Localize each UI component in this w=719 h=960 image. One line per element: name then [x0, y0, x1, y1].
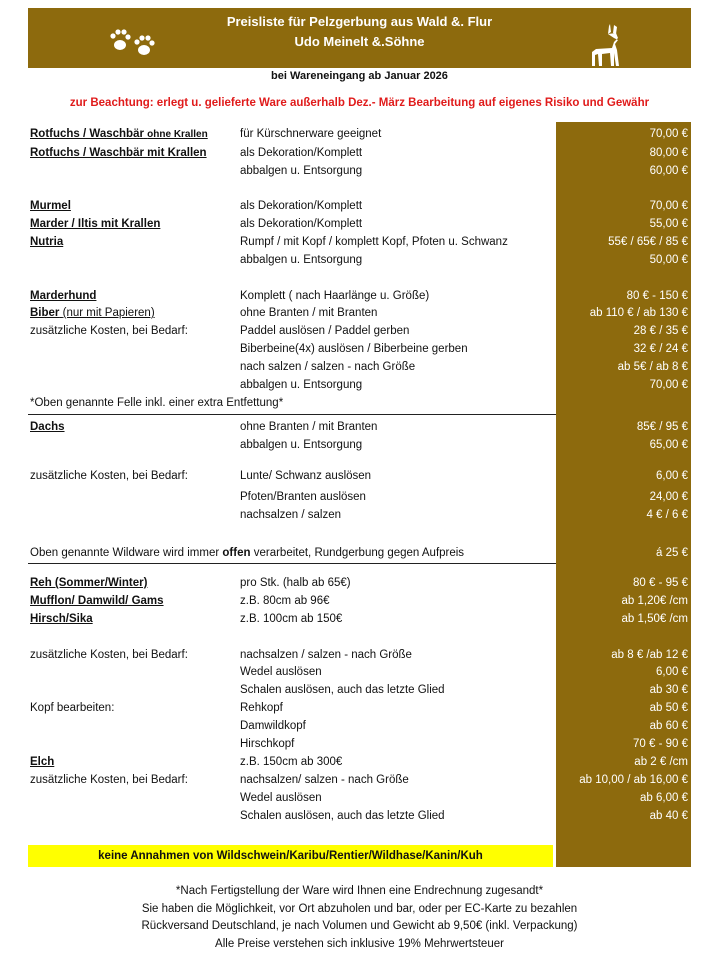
price-row — [0, 754, 719, 770]
item-price: ab 1,20€ /cm — [621, 595, 688, 607]
header-banner — [28, 8, 691, 68]
row-group-label: zusätzliche Kosten, bei Bedarf: — [30, 649, 188, 661]
item-price: 80 € - 150 € — [626, 290, 688, 302]
item-description: Rehkopf — [240, 702, 283, 714]
item-price: ab 30 € — [649, 684, 688, 696]
item-description: Schalen auslösen, auch das letzte Glied — [240, 810, 445, 822]
item-price: 55,00 € — [649, 218, 688, 230]
item-price: ab 6,00 € — [640, 792, 688, 804]
item-price: 70,00 € — [649, 200, 688, 212]
item-description: nachsalzen / salzen — [240, 509, 342, 521]
price-row — [0, 234, 719, 250]
item-price: 80,00 € — [649, 147, 688, 159]
item-price: ab 50 € — [649, 702, 688, 714]
price-row — [0, 323, 719, 339]
price-row — [0, 664, 719, 680]
item-name-suffix: ohne Krallen — [147, 129, 208, 140]
price-row — [0, 377, 719, 393]
item-description: abbalgen u. Entsorgung — [240, 439, 363, 451]
price-row — [0, 718, 719, 734]
price-row — [0, 468, 719, 484]
item-name: Elch — [30, 756, 55, 768]
price-row — [0, 216, 719, 232]
row-group-label: Kopf bearbeiten: — [30, 702, 115, 714]
item-description: Schalen auslösen, auch das letzte Glied — [240, 684, 445, 696]
price-row — [0, 163, 719, 179]
item-name-suffix: (nur mit Papieren) — [62, 307, 155, 319]
item-name: Marder / Iltis mit Krallen — [30, 218, 161, 230]
valid-from-heading: bei Wareneingang ab Januar 2026 — [271, 70, 448, 82]
footer-invoice-note: *Nach Fertigstellung der Ware wird Ihnen eine Endrechnung zugesandt* — [175, 885, 544, 897]
item-description: Wedel auslösen — [240, 666, 322, 678]
item-price: ab 2 € /cm — [634, 756, 688, 768]
item-price: ab 10,00 / ab 16,00 € — [579, 774, 688, 786]
item-price: 6,00 € — [656, 666, 688, 678]
item-price: 32 € / 24 € — [633, 343, 688, 355]
item-name: Hirsch/Sika — [30, 613, 93, 625]
price-row — [0, 419, 719, 435]
row-group-label: zusätzliche Kosten, bei Bedarf: — [30, 470, 188, 482]
deer-icon — [584, 22, 624, 68]
item-description: Wedel auslösen — [240, 792, 322, 804]
price-row — [0, 790, 719, 806]
price-row — [0, 198, 719, 214]
item-description: z.B. 80cm ab 96€ — [240, 595, 330, 607]
item-price: ab 40 € — [649, 810, 688, 822]
divider — [28, 414, 556, 415]
item-name: Nutria — [30, 236, 64, 248]
item-description: Pfoten/Branten auslösen — [240, 491, 366, 503]
price-row — [0, 808, 719, 824]
item-description: ohne Branten / mit Branten — [240, 421, 378, 433]
price-row — [0, 575, 719, 591]
item-price: ab 1,50€ /cm — [621, 613, 688, 625]
item-price: ab 110 € / ab 130 € — [589, 307, 688, 319]
price-row — [0, 437, 719, 453]
price-row — [0, 772, 719, 788]
footer-payment-note: Sie haben die Möglichkeit, vor Ort abzuholen und bar, oder per EC-Karte zu bezahlen — [141, 903, 578, 915]
item-price: 24,00 € — [649, 491, 688, 503]
item-description: Komplett ( nach Haarlänge u. Größe) — [240, 290, 430, 302]
item-description: Hirschkopf — [240, 738, 295, 750]
wildware-note-emphasis: offen — [222, 547, 251, 559]
item-description: Lunte/ Schwanz auslösen — [240, 470, 372, 482]
item-price: 55€ / 65€ / 85 € — [608, 236, 688, 248]
price-row — [0, 145, 719, 161]
item-price: 60,00 € — [649, 165, 688, 177]
price-row — [0, 288, 719, 304]
item-name: Dachs — [30, 421, 65, 433]
item-price: 28 € / 35 € — [633, 325, 688, 337]
item-price: ab 60 € — [649, 720, 688, 732]
price-row — [0, 305, 719, 321]
price-row — [0, 489, 719, 505]
item-description: Rumpf / mit Kopf / komplett Kopf, Pfoten u. Schwanz — [240, 236, 508, 248]
item-description: nach salzen / salzen - nach Größe — [240, 361, 416, 373]
item-price: 4 € / 6 € — [646, 509, 688, 521]
item-price: 80 € - 95 € — [633, 577, 688, 589]
wildware-note-row — [0, 545, 719, 561]
item-description: als Dekoration/Komplett — [240, 200, 363, 212]
divider — [28, 563, 556, 564]
item-price: 6,00 € — [656, 470, 688, 482]
price-row — [0, 611, 719, 627]
item-description: abbalgen u. Entsorgung — [240, 165, 363, 177]
wildware-note-end: verarbeitet, Rundgerbung gegen Aufpreis — [253, 547, 465, 559]
item-price: 70,00 € — [649, 128, 688, 140]
item-name: Murmel — [30, 200, 71, 212]
item-price: ab 5€ / ab 8 € — [617, 361, 688, 373]
wildware-note-price: á 25 € — [656, 547, 688, 559]
footer-shipping-note: Rückversand Deutschland, je nach Volumen und Gewicht ab 9,50€ (inkl. Verpackung) — [141, 920, 578, 932]
item-description: nachsalzen/ salzen - nach Größe — [240, 774, 409, 786]
item-price: 65,00 € — [649, 439, 688, 451]
row-group-label: zusätzliche Kosten, bei Bedarf: — [30, 774, 188, 786]
row-group-label: zusätzliche Kosten, bei Bedarf: — [30, 325, 188, 337]
item-description: nachsalzen / salzen - nach Größe — [240, 649, 412, 661]
footer-vat-note: Alle Preise verstehen sich inklusive 19% Mehrwertsteuer — [215, 938, 504, 950]
item-price: 85€ / 95 € — [636, 421, 688, 433]
item-description: ohne Branten / mit Branten — [240, 307, 378, 319]
price-row — [0, 507, 719, 523]
extra-degreasing-note: *Oben genannte Felle inkl. einer extra Entfettung* — [30, 397, 284, 409]
item-description: z.B. 150cm ab 300€ — [240, 756, 343, 768]
price-row — [0, 593, 719, 609]
price-row — [0, 700, 719, 716]
price-row — [0, 736, 719, 752]
wildware-note-start: Oben genannte Wildware wird immer — [30, 547, 220, 559]
price-row — [0, 252, 719, 268]
item-name: Rotfuchs / Waschbär — [30, 128, 144, 140]
item-description: abbalgen u. Entsorgung — [240, 254, 363, 266]
item-description: als Dekoration/Komplett — [240, 218, 363, 230]
item-name: Biber — [30, 307, 60, 319]
item-name: Mufflon/ Damwild/ Gams — [30, 595, 164, 607]
item-name: Rotfuchs / Waschbär mit Krallen — [30, 147, 207, 159]
item-description: abbalgen u. Entsorgung — [240, 379, 363, 391]
item-price: 70,00 € — [649, 379, 688, 391]
item-description: pro Stk. (halb ab 65€) — [240, 577, 351, 589]
price-row — [0, 126, 719, 142]
price-row — [0, 647, 719, 663]
item-description: z.B. 100cm ab 150€ — [240, 613, 343, 625]
item-price: 50,00 € — [649, 254, 688, 266]
item-name: Reh (Sommer/Winter) — [30, 577, 148, 589]
item-price: 70 € - 90 € — [633, 738, 688, 750]
price-row — [0, 341, 719, 357]
season-warning: zur Beachtung: erlegt u. gelieferte Ware außerhalb Dez.- März Bearbeitung auf eigenes Risiko und Gewähr — [69, 97, 650, 109]
item-name: Marderhund — [30, 290, 97, 302]
item-price: ab 8 € /ab 12 € — [611, 649, 688, 661]
header-title: Preisliste für Pelzgerbung aus Wald &. Flur — [226, 14, 493, 29]
price-row — [0, 682, 719, 698]
item-description: für Kürschnerware geeignet — [240, 128, 382, 140]
item-description: Damwildkopf — [240, 720, 306, 732]
item-description: als Dekoration/Komplett — [240, 147, 363, 159]
item-description: Biberbeine(4x) auslösen / Biberbeine gerben — [240, 343, 468, 355]
company-name: Udo Meinelt &.Söhne — [294, 34, 425, 49]
price-row — [0, 359, 719, 375]
not-accepted-banner: keine Annahmen von Wildschwein/Karibu/Rentier/Wildhase/Kanin/Kuh — [28, 845, 553, 867]
item-description: Paddel auslösen / Paddel gerben — [240, 325, 410, 337]
